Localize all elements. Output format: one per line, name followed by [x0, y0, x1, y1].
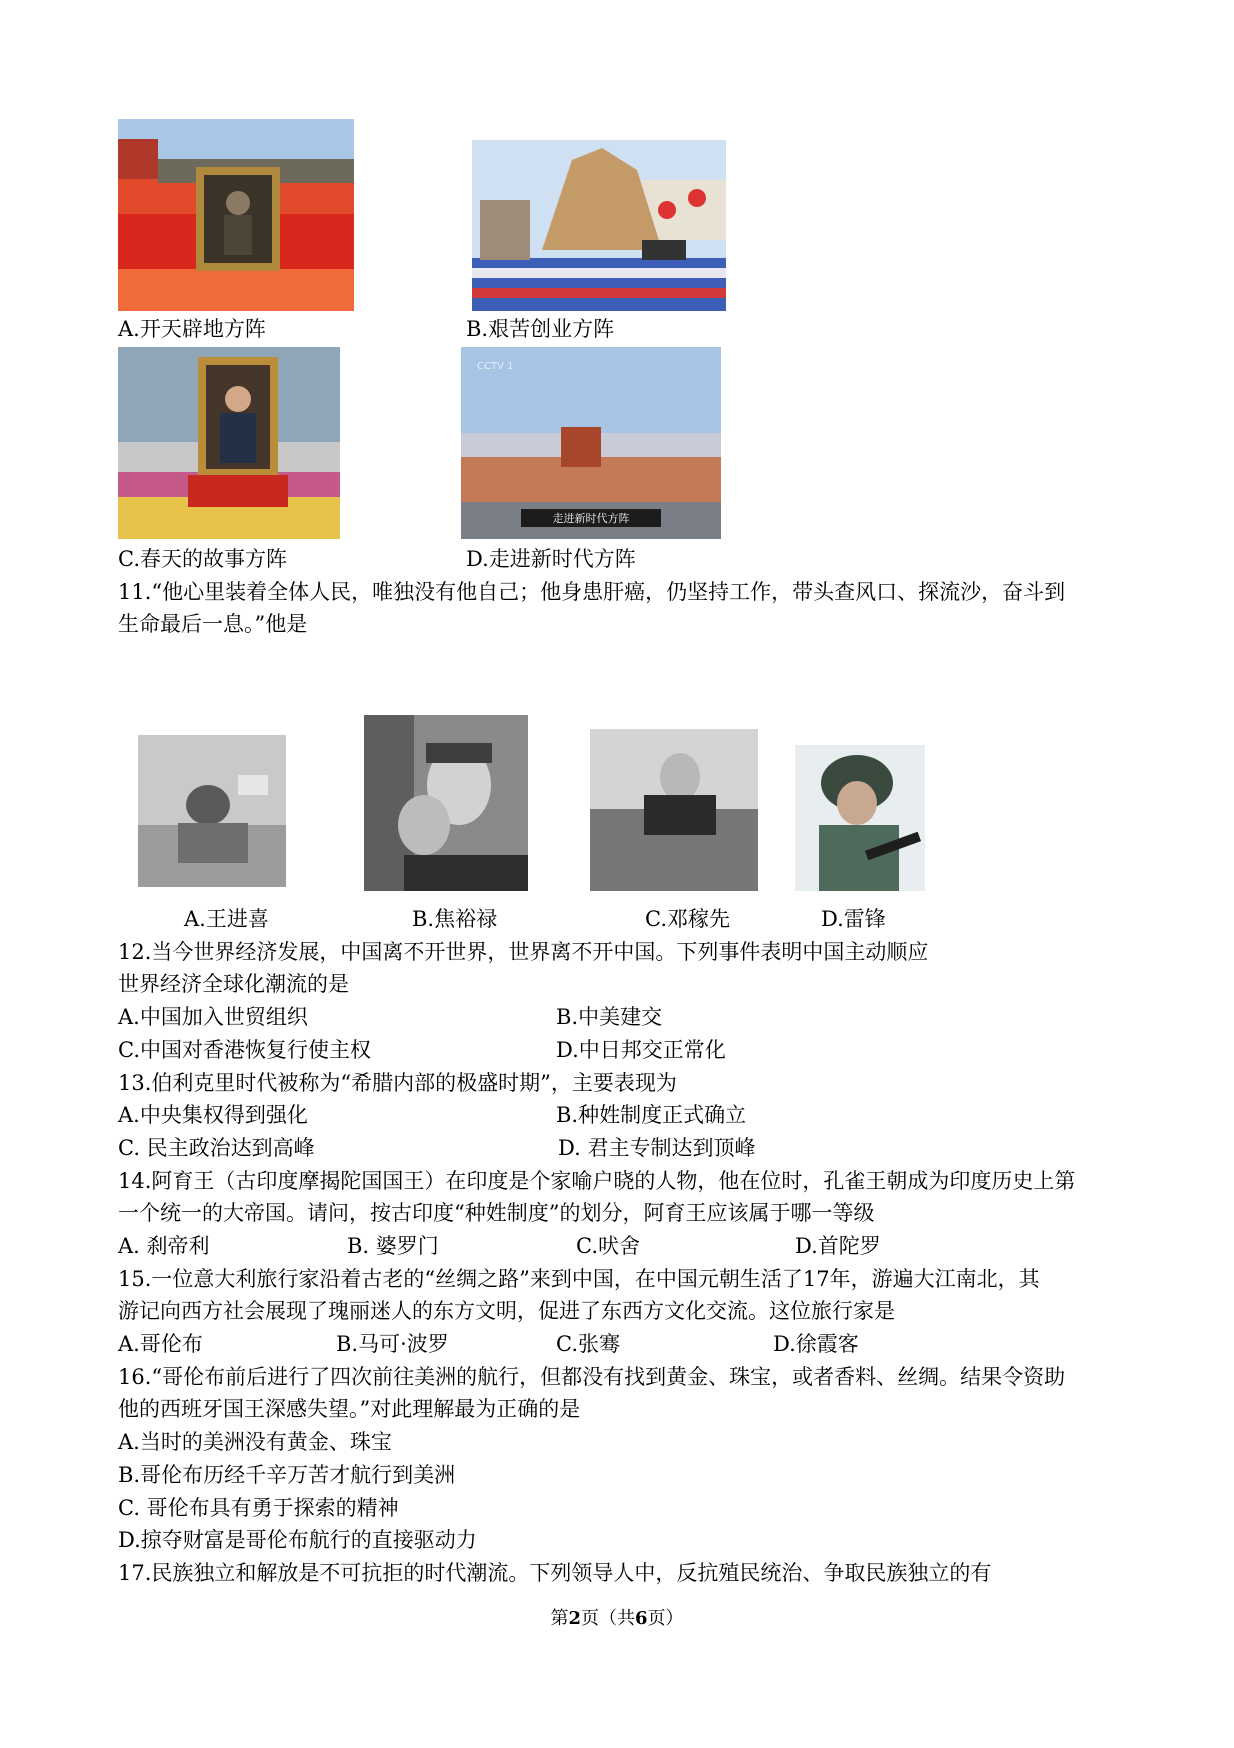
q15-option-c[interactable]: C.张骞: [556, 1332, 620, 1356]
q12-option-c[interactable]: C.中国对香港恢复行使主权: [118, 1038, 371, 1062]
q16-option-c[interactable]: C. 哥伦布具有勇于探索的精神: [118, 1496, 399, 1520]
q12-stem-line2: 世界经济全球化潮流的是: [118, 972, 349, 996]
q16-option-d[interactable]: D.掠夺财富是哥伦布航行的直接驱动力: [118, 1528, 477, 1552]
q14-option-b[interactable]: B. 婆罗门: [347, 1234, 439, 1258]
photo-lei-feng: [795, 745, 925, 891]
q12-stem-line1: 12.当今世界经济发展，中国离不开世界，世界离不开中国。下列事件表明中国主动顺应: [118, 940, 929, 964]
q16-stem-line1: 16.“哥伦布前后进行了四次前往美洲的航行，但都没有找到黄金、珠宝，或者香料、丝绸。结果令资助: [118, 1365, 1066, 1389]
footer-page-number: 2: [568, 1608, 581, 1629]
footer-prefix: 第: [550, 1608, 569, 1629]
q15-option-d[interactable]: D.徐霞客: [773, 1332, 859, 1356]
q14-option-a[interactable]: A. 刹帝利: [118, 1234, 210, 1258]
q11-option-b[interactable]: B.焦裕禄: [412, 907, 498, 931]
q11-stem-line1: 11.“他心里装着全体人民，唯独没有他自己；他身患肝癌，仍坚持工作，带头查风口、探流沙，奋斗到: [118, 580, 1066, 604]
photo-jianku-chuangye-formation: [472, 140, 726, 311]
photo-deng-jiaxian: [590, 729, 758, 891]
q10-option-a[interactable]: A.开天辟地方阵: [118, 317, 266, 341]
q13-option-d[interactable]: D. 君主专制达到顶峰: [558, 1136, 756, 1160]
q17-stem: 17.民族独立和解放是不可抗拒的时代潮流。下列领导人中，反抗殖民统治、争取民族独立的有: [118, 1561, 992, 1585]
photo-wang-jinxi: [138, 735, 286, 887]
q13-stem: 13.伯利克里时代被称为“希腊内部的极盛时期”，主要表现为: [118, 1071, 677, 1095]
photo-d-caption: 走进新时代方阵: [552, 512, 630, 525]
q10-option-c[interactable]: C.春天的故事方阵: [118, 547, 287, 571]
q16-stem-line2: 他的西班牙国王深感失望。”对此理解最为正确的是: [118, 1397, 581, 1421]
photo-jiao-yulu: [364, 715, 528, 891]
q10-option-b[interactable]: B.艰苦创业方阵: [466, 317, 615, 341]
q15-option-a[interactable]: A.哥伦布: [118, 1332, 203, 1356]
photo-zoujin-xinshidai-formation: [461, 347, 721, 539]
q16-option-b[interactable]: B.哥伦布历经千辛万苦才航行到美洲: [118, 1463, 456, 1487]
footer-suffix: 页）: [647, 1608, 684, 1629]
q14-option-c[interactable]: C.吠舍: [576, 1234, 640, 1258]
q12-option-a[interactable]: A.中国加入世贸组织: [118, 1005, 308, 1029]
q10-option-d[interactable]: D.走进新时代方阵: [466, 547, 636, 571]
q12-option-d[interactable]: D.中日邦交正常化: [556, 1038, 726, 1062]
q11-option-d[interactable]: D.雷锋: [821, 907, 886, 931]
q11-stem-line2: 生命最后一息。”他是: [118, 612, 308, 636]
photo-kaitian-pidi-formation: [118, 119, 354, 311]
q14-stem-line1: 14.阿育王（古印度摩揭陀国国王）在印度是个家喻户晓的人物，他在位时，孔雀王朝成为印度历史上第: [118, 1169, 1076, 1193]
q13-option-a[interactable]: A.中央集权得到强化: [118, 1103, 308, 1127]
q14-stem-line2: 一个统一的大帝国。请问，按古印度“种姓制度”的划分，阿育王应该属于哪一等级: [118, 1201, 875, 1225]
q14-option-d[interactable]: D.首陀罗: [795, 1234, 881, 1258]
q12-option-b[interactable]: B.中美建交: [556, 1005, 663, 1029]
cctv-logo: CCTV 1: [477, 361, 514, 372]
q15-stem-line2: 游记向西方社会展现了瑰丽迷人的东方文明，促进了东西方文化交流。这位旅行家是: [118, 1299, 895, 1323]
footer-total-pages: 6: [635, 1608, 648, 1629]
photo-chuntian-de-gushi-formation: [118, 347, 340, 539]
q15-option-b[interactable]: B.马可·波罗: [336, 1332, 449, 1356]
footer-middle: 页（共: [581, 1608, 635, 1629]
q15-stem-line1: 15.一位意大利旅行家沿着古老的“丝绸之路”来到中国，在中国元朝生活了17年，游遍大江南北，其: [118, 1267, 1040, 1291]
page-footer: [0, 1606, 1234, 1632]
q13-option-b[interactable]: B.种姓制度正式确立: [556, 1103, 747, 1127]
q11-option-a[interactable]: A.王进喜: [184, 907, 269, 931]
q13-option-c[interactable]: C. 民主政治达到高峰: [118, 1136, 315, 1160]
q11-option-c[interactable]: C.邓稼先: [645, 907, 730, 931]
q16-option-a[interactable]: A.当时的美洲没有黄金、珠宝: [118, 1430, 392, 1454]
